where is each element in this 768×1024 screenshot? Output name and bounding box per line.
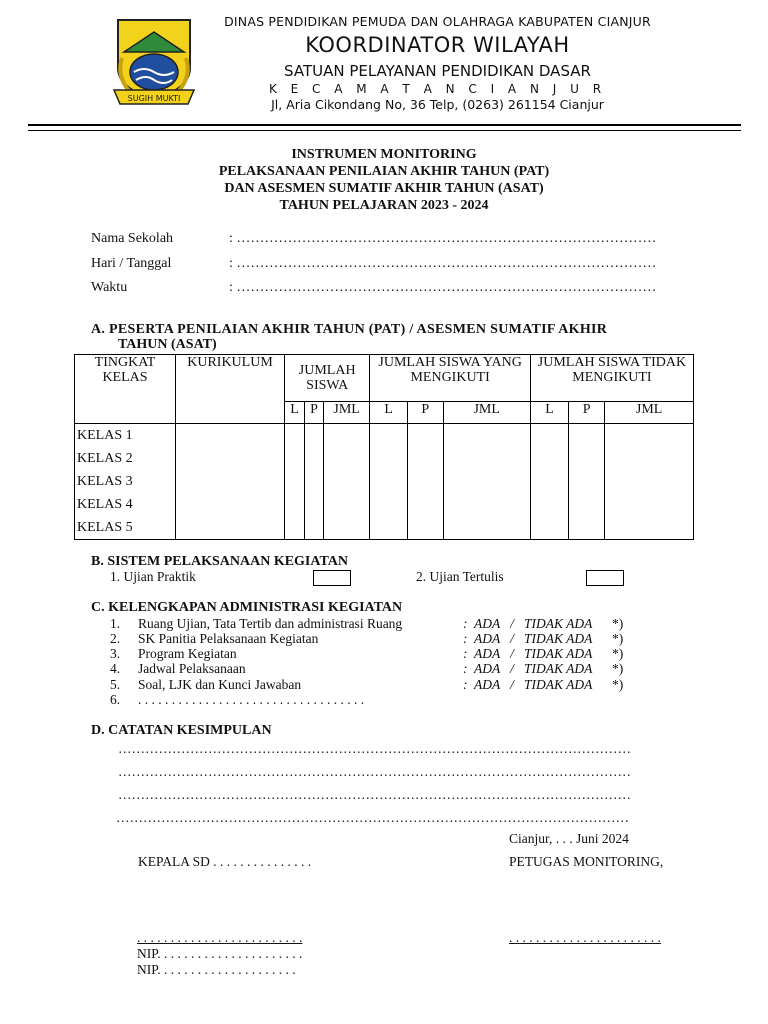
admin-item-num: 1.	[110, 616, 121, 631]
col-tingkat: TINGKAT KELAS	[75, 355, 176, 424]
participants-table	[74, 354, 694, 540]
school-label: Nama Sekolah	[91, 231, 174, 246]
admin-item-text: Soal, LJK dan Kunci Jawaban	[138, 677, 302, 692]
section-a-heading-cont: TAHUN (ASAT)	[118, 337, 217, 352]
conclusion-line[interactable]: ……………………………………………………………………………………………………	[118, 764, 631, 779]
day-field[interactable]: : ………………………………………………………………………………	[229, 256, 657, 271]
class-list	[75, 424, 176, 540]
doc-title-1: INSTRUMEN MONITORING	[291, 147, 477, 162]
section-b-heading: B. SISTEM PELAKSANAAN KEGIATAN	[91, 554, 348, 569]
district-name: K E C A M A T A N C I A N J U R	[268, 82, 607, 96]
col-jumlah: JUMLAH SISWA	[285, 355, 370, 402]
admin-item-note: *)	[612, 631, 624, 646]
agency-name: DINAS PENDIDIKAN PEMUDA DAN OLAHRAGA KABUPATEN CIANJUR	[224, 14, 651, 29]
admin-item-note: *)	[612, 661, 624, 676]
head-name-field[interactable]: . . . . . . . . . . . . . . . . . . . . . . . . .	[137, 930, 303, 945]
admin-item-choice[interactable]: : ADA / TIDAK ADA	[463, 631, 593, 646]
cell[interactable]	[605, 424, 694, 540]
office-address: Jl, Aria Cikondang No, 36 Telp, (0263) 261154 Cianjur	[271, 97, 604, 112]
svg-text:SUGIH MUKTI: SUGIH MUKTI	[127, 94, 181, 103]
admin-item-num: 6.	[110, 692, 121, 707]
doc-title-2: PELAKSANAAN PENILAIAN AKHIR TAHUN (PAT)	[218, 164, 550, 179]
col-kurikulum: KURIKULUM	[176, 355, 285, 424]
header-rule-thick	[28, 124, 741, 126]
option-tertulis-label: 2. Ujian Tertulis	[416, 569, 504, 584]
head-title: KEPALA SD . . . . . . . . . . . . . . .	[138, 854, 312, 869]
cell[interactable]	[305, 424, 324, 540]
cell[interactable]	[443, 424, 530, 540]
admin-item-text: Program Kegiatan	[138, 646, 237, 661]
cell[interactable]	[323, 424, 369, 540]
time-label: Waktu	[91, 280, 128, 295]
section-c-heading: C. KELENGKAPAN ADMINISTRASI KEGIATAN	[91, 600, 403, 615]
doc-title-3: DAN ASESMEN SUMATIF AKHIR TAHUN (ASAT)	[224, 181, 544, 196]
cell[interactable]	[370, 424, 408, 540]
col-mengikuti: JUMLAH SISWA YANG MENGIKUTI	[370, 355, 531, 402]
admin-item-num: 5.	[110, 677, 121, 692]
cell[interactable]	[408, 424, 444, 540]
school-field[interactable]: : ………………………………………………………………………………	[229, 231, 657, 246]
section-a-heading: A. PESERTA PENILAIAN AKHIR TAHUN (PAT) / ASESMEN SUMATIF AKHIR	[91, 322, 608, 337]
admin-item-choice[interactable]: : ADA / TIDAK ADA	[463, 661, 593, 676]
admin-item-text: Jadwal Pelaksanaan	[138, 661, 246, 676]
admin-item-note: *)	[612, 616, 624, 631]
doc-title-4: TAHUN PELAJARAN 2023 - 2024	[279, 198, 489, 213]
regency-logo	[108, 16, 200, 108]
office-title: KOORDINATOR WILAYAH	[305, 33, 570, 57]
admin-item-choice[interactable]: : ADA / TIDAK ADA	[463, 616, 593, 631]
sub-jml: JML	[443, 402, 530, 424]
class-row: KELAS 2	[77, 451, 133, 466]
admin-item-num: 2.	[110, 631, 121, 646]
conclusion-line[interactable]: ……………………………………………………………………………………………………	[118, 787, 631, 802]
cell[interactable]	[285, 424, 305, 540]
admin-item-num: 4.	[110, 661, 121, 676]
class-row: KELAS 3	[77, 474, 133, 489]
section-d-heading: D. CATATAN KESIMPULAN	[91, 723, 272, 738]
option-tertulis-checkbox[interactable]	[586, 570, 624, 586]
admin-item-choice[interactable]: : ADA / TIDAK ADA	[463, 646, 593, 661]
conclusion-line[interactable]: ……………………………………………………………………………………………………	[116, 810, 629, 825]
option-praktik-label: 1. Ujian Praktik	[110, 569, 196, 584]
cell[interactable]	[530, 424, 568, 540]
admin-item-num: 3.	[110, 646, 121, 661]
time-field[interactable]: : ………………………………………………………………………………	[229, 280, 657, 295]
sub-l: L	[285, 402, 305, 424]
sub-p: P	[408, 402, 444, 424]
conclusion-line[interactable]: ……………………………………………………………………………………………………	[118, 741, 631, 756]
admin-item-other[interactable]: . . . . . . . . . . . . . . . . . . . . . . . . . . . . . . . . . .	[138, 692, 365, 707]
sub-jml: JML	[605, 402, 694, 424]
option-praktik-checkbox[interactable]	[313, 570, 351, 586]
class-row: KELAS 1	[77, 428, 133, 443]
officer-nip[interactable]: NIP. . . . . . . . . . . . . . . . . . . . .	[137, 962, 296, 977]
cell[interactable]	[569, 424, 605, 540]
place-date: Cianjur, . . . Juni 2024	[509, 831, 629, 846]
header-rule-thin	[28, 130, 741, 131]
sub-p: P	[569, 402, 605, 424]
admin-item-note: *)	[612, 677, 624, 692]
admin-item-choice[interactable]: : ADA / TIDAK ADA	[463, 677, 593, 692]
col-tidak-mengikuti: JUMLAH SISWA TIDAK MENGIKUTI	[530, 355, 693, 402]
sub-l: L	[530, 402, 568, 424]
sub-p: P	[305, 402, 324, 424]
officer-name-field[interactable]: . . . . . . . . . . . . . . . . . . . . . . .	[509, 930, 661, 945]
day-label: Hari / Tanggal	[91, 256, 172, 271]
sub-jml: JML	[323, 402, 369, 424]
head-nip[interactable]: NIP. . . . . . . . . . . . . . . . . . . . . .	[137, 946, 303, 961]
admin-item-note: *)	[612, 646, 624, 661]
officer-title: PETUGAS MONITORING,	[509, 854, 664, 869]
admin-item-text: SK Panitia Pelaksanaan Kegiatan	[138, 631, 319, 646]
class-row: KELAS 5	[77, 520, 133, 535]
unit-name: SATUAN PELAYANAN PENDIDIKAN DASAR	[284, 62, 591, 80]
class-row: KELAS 4	[77, 497, 133, 512]
cell-kurikulum[interactable]	[176, 424, 285, 540]
sub-l: L	[370, 402, 408, 424]
admin-item-text: Ruang Ujian, Tata Tertib dan administrasi Ruang	[138, 616, 403, 631]
